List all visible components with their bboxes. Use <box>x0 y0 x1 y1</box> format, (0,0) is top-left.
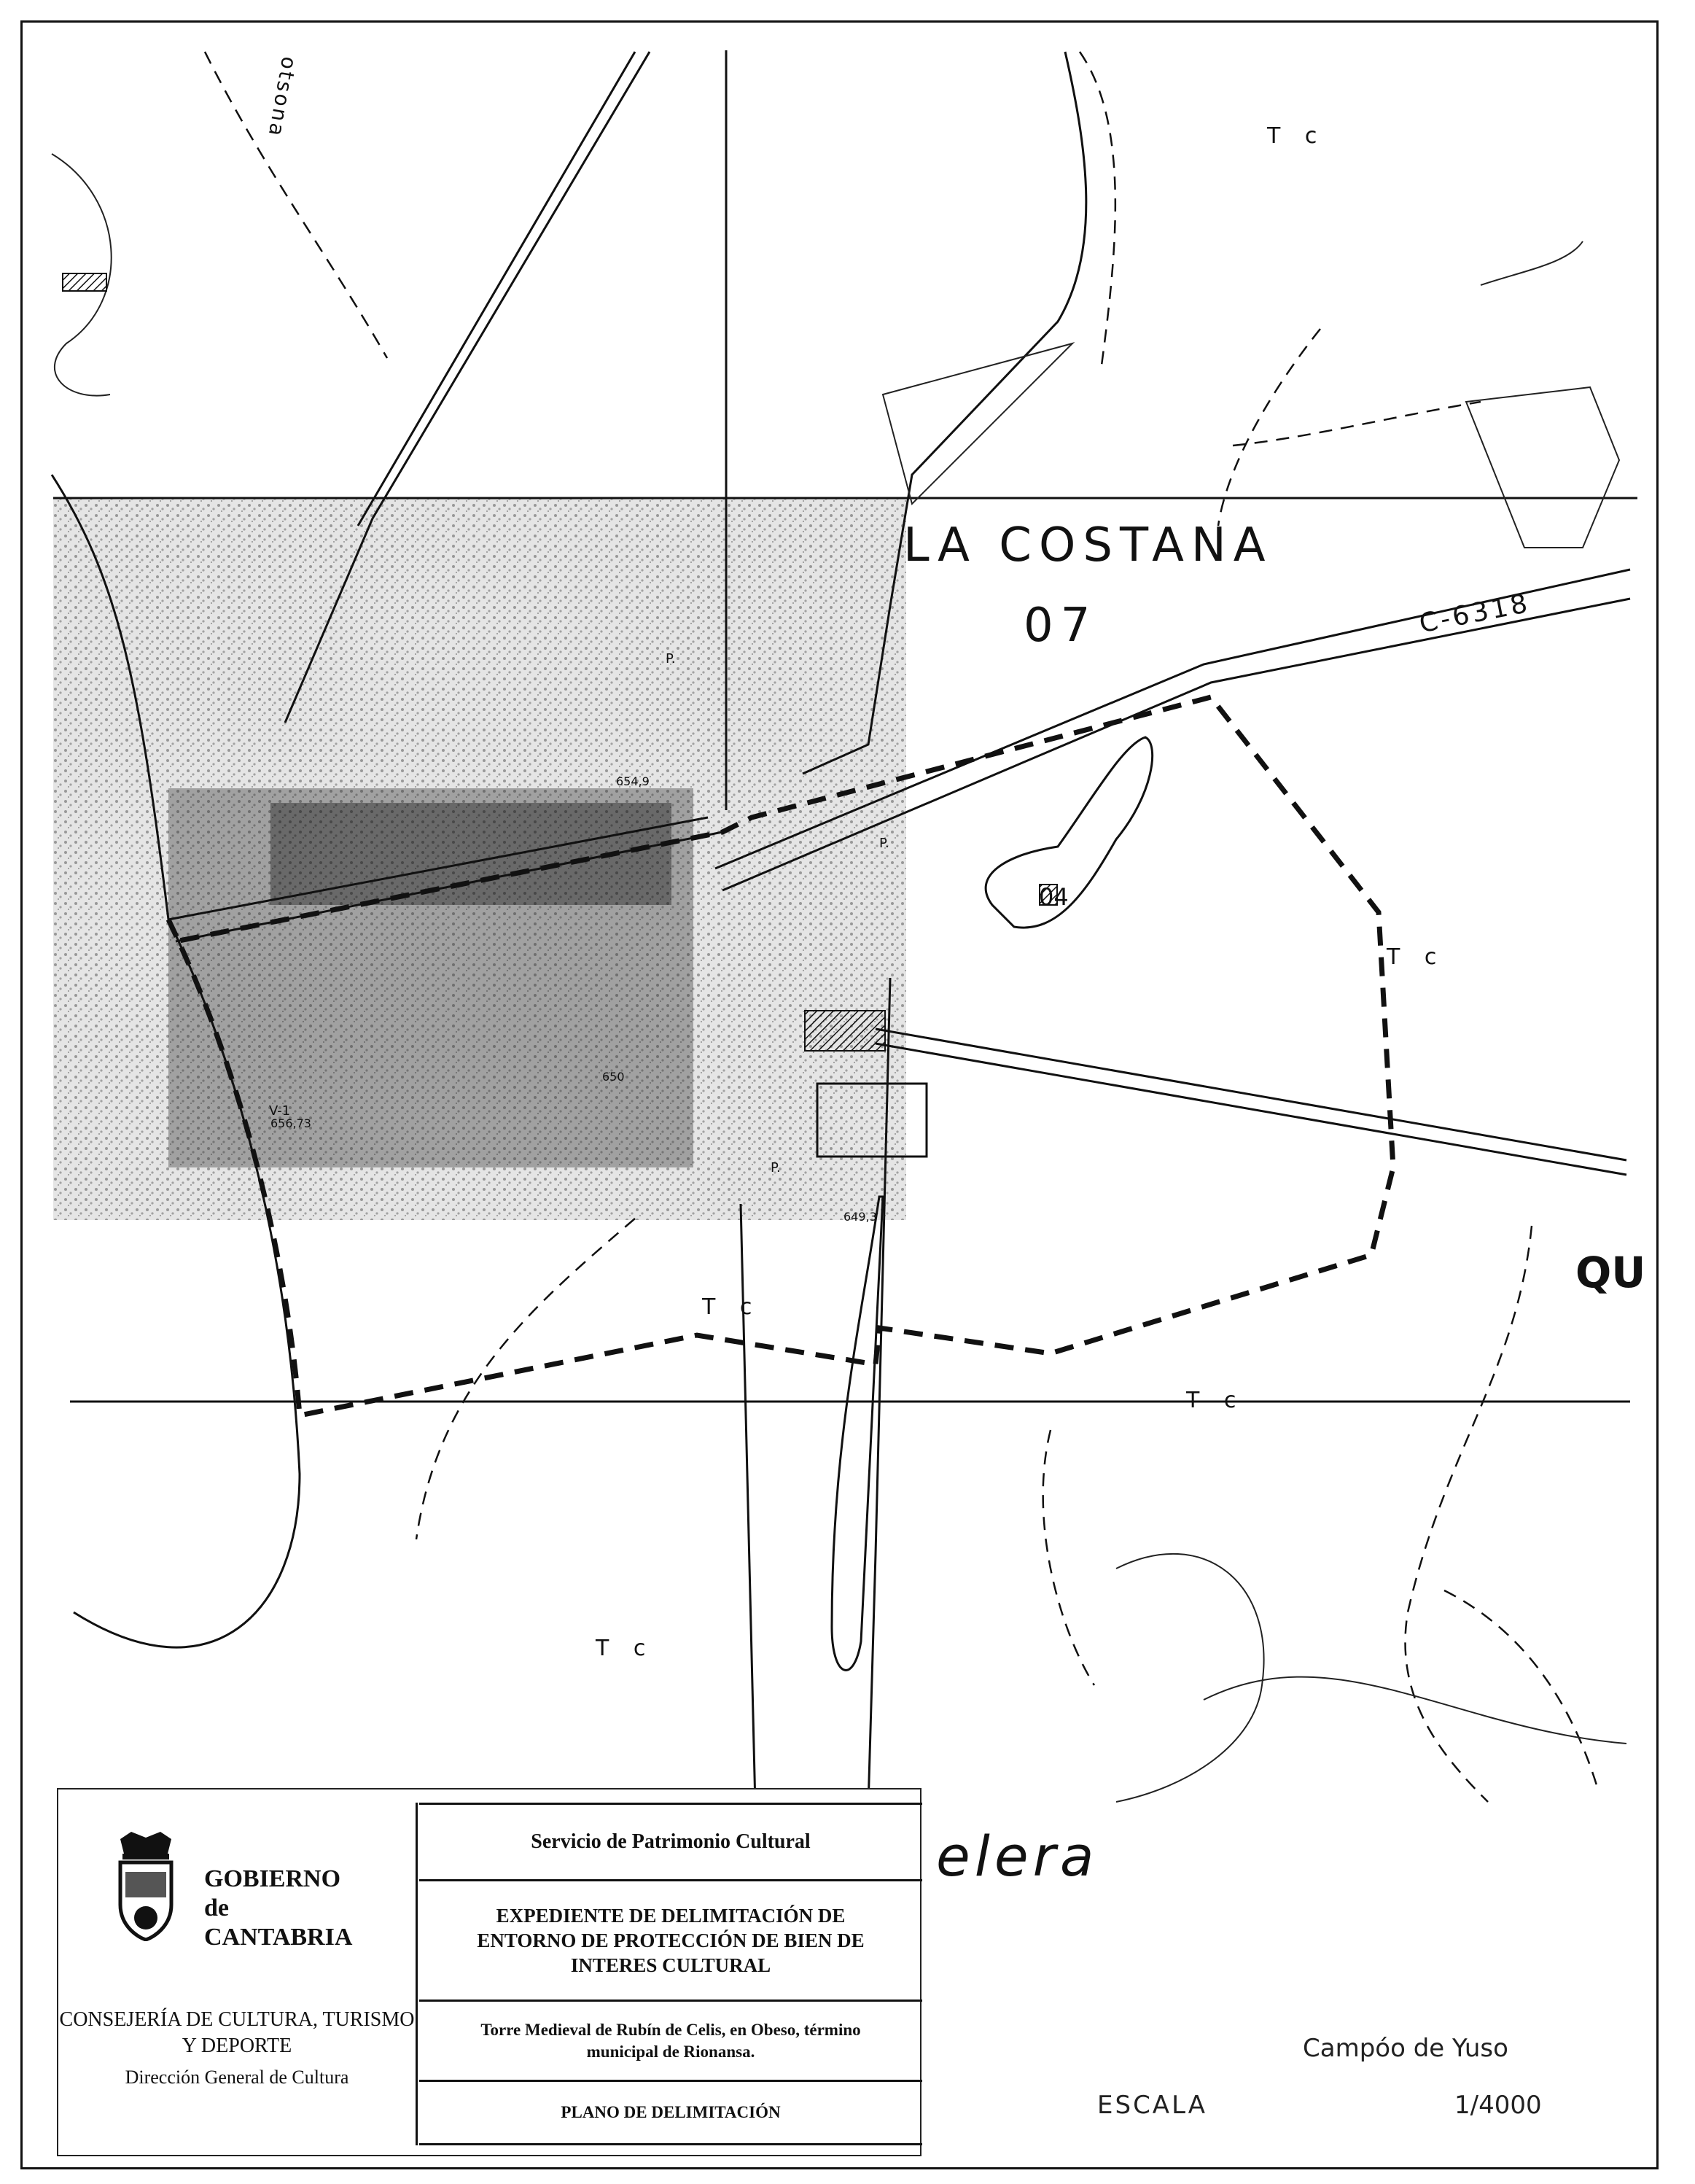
elevation-label: 649,3 <box>843 1210 877 1224</box>
parcel-label: P. <box>771 1160 781 1175</box>
municipality-label: Campóo de Yuso <box>1303 2034 1508 2063</box>
partial-place-right-label: QU <box>1575 1248 1646 1297</box>
direccion-text: Dirección General de Cultura <box>125 2067 349 2088</box>
parcel-label: P. <box>879 836 889 851</box>
government-name <box>204 1865 352 1952</box>
coat-of-arms-icon <box>109 1832 182 1941</box>
subject-cell: Torre Medieval de Rubín de Celis, en Obeso, término municipal de Rionansa. <box>419 2000 922 2080</box>
top-left-place-label: otsona <box>263 55 302 140</box>
issuer-panel <box>58 1803 418 2145</box>
gov-line-2: de <box>204 1895 229 1921</box>
land-class-label: T c <box>1267 123 1326 149</box>
scale-label: ESCALA <box>1097 2091 1208 2120</box>
gov-line-3: CANTABRIA <box>204 1924 353 1951</box>
gov-line-1: GOBIERNO <box>204 1865 341 1892</box>
place-code-label: 07 <box>1024 599 1098 653</box>
land-class-label: T c <box>702 1294 761 1320</box>
land-class-label: T c <box>1186 1388 1245 1413</box>
consejeria-text: CONSEJERÍA DE CULTURA, TURISMO Y DEPORTE <box>59 2008 415 2057</box>
land-class-label: T c <box>1387 944 1446 970</box>
elevation-label: 656,73 <box>270 1116 311 1130</box>
partial-place-bottom-label: elera <box>936 1824 1099 1889</box>
plan-title-cell: PLANO DE DELIMITACIÓN <box>419 2080 922 2145</box>
road-label: C-6318 <box>1417 588 1533 640</box>
land-class-label: T c <box>596 1636 655 1661</box>
vertex-label: V-1 <box>269 1103 291 1119</box>
site-number-label: 04 <box>1039 883 1069 911</box>
elevation-label: 654,9 <box>616 774 650 788</box>
document-panel <box>419 1803 922 2145</box>
village-area <box>53 498 906 1220</box>
title-block <box>57 1788 921 2156</box>
parcel-label: P. <box>666 651 676 667</box>
service-cell: Servicio de Patrimonio Cultural <box>419 1803 922 1879</box>
expediente-cell: EXPEDIENTE DE DELIMITACIÓN DE ENTORNO DE PROTECCIÓN DE BIEN DE INTERES CULTURAL <box>419 1879 922 2000</box>
place-name-label: LA COSTANA <box>903 518 1273 572</box>
scale-value: 1/4000 <box>1454 2091 1542 2120</box>
elevation-label: 650 <box>602 1070 625 1084</box>
